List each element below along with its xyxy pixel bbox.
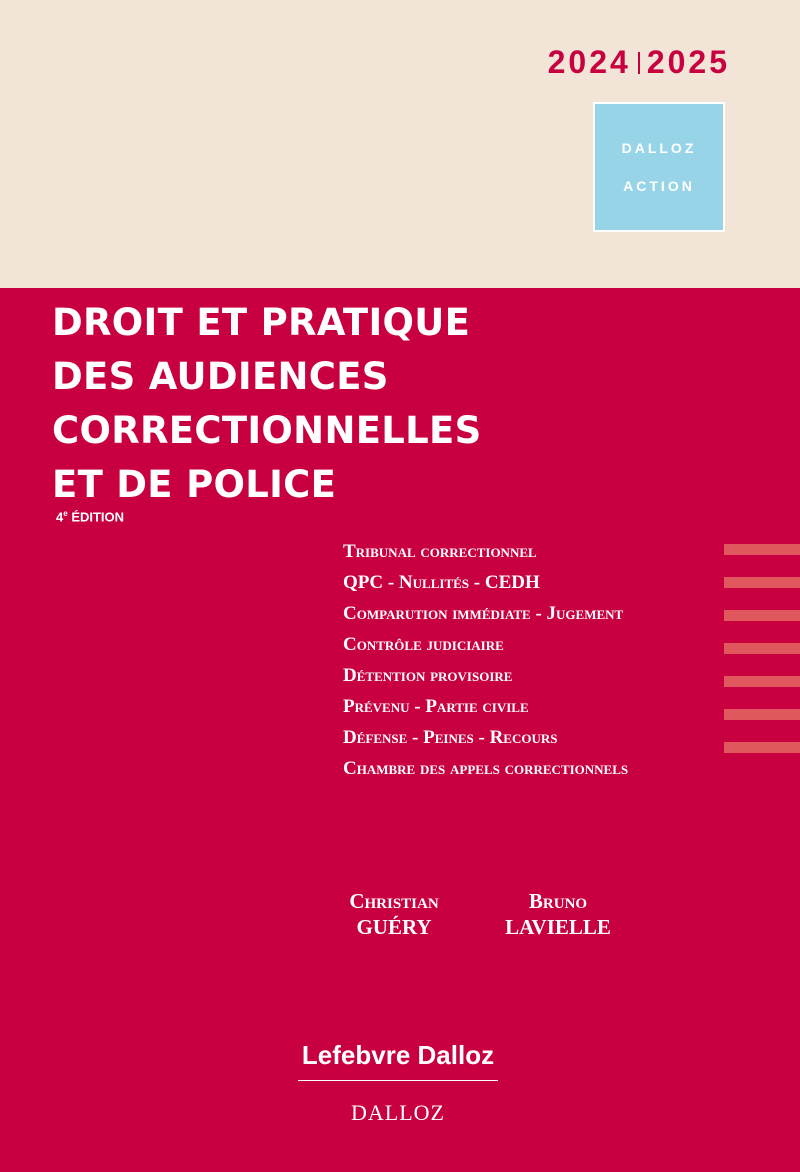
- collection-line-1: DALLOZ: [621, 140, 697, 156]
- edition-label: [56, 509, 124, 524]
- edition-years: [548, 44, 730, 81]
- year-separator: [638, 52, 640, 74]
- author-last-name: GUÉRY: [356, 915, 432, 939]
- year-end: 2025: [646, 44, 730, 80]
- author-1: [332, 888, 456, 940]
- decorative-stripe: [724, 643, 800, 654]
- author-first-name: Christian: [349, 889, 439, 913]
- edition-suffix: e: [63, 509, 68, 518]
- decorative-stripe: [724, 610, 800, 621]
- decorative-stripe: [724, 577, 800, 588]
- imprint-logo: DALLOZ: [351, 1100, 445, 1125]
- title-line: DROIT ET PRATIQUE: [52, 301, 471, 344]
- publisher-logo: Lefebvre Dalloz: [301, 1040, 495, 1070]
- book-title: [52, 296, 482, 512]
- edition-number: 4: [56, 509, 64, 525]
- title-line: CORRECTIONNELLES: [52, 409, 482, 452]
- topic-item: QPC - Nullités - CEDH: [343, 572, 540, 593]
- topic-item: Détention provisoire: [343, 665, 513, 686]
- main-panel: [0, 288, 800, 1172]
- topic-item: Chambre des appels correctionnels: [343, 758, 629, 779]
- topic-item: Tribunal correctionnel: [343, 541, 537, 562]
- topic-item: Prévenu - Partie civile: [343, 696, 529, 717]
- author-last-name: LAVIELLE: [505, 915, 611, 939]
- decorative-stripe: [724, 544, 800, 555]
- edition-word: ÉDITION: [71, 509, 125, 525]
- topic-item: Contrôle judiciaire: [343, 634, 504, 655]
- topic-item: Comparution immédiate - Jugement: [343, 603, 624, 624]
- decorative-stripe: [724, 676, 800, 687]
- topic-item: Défense - Peines - Recours: [343, 727, 558, 748]
- title-line: ET DE POLICE: [52, 463, 337, 506]
- collection-badge: [593, 102, 725, 232]
- decorative-stripe: [724, 709, 800, 720]
- top-band: [0, 0, 800, 288]
- collection-line-2: ACTION: [623, 178, 695, 194]
- year-start: 2024: [547, 44, 631, 80]
- author-first-name: Bruno: [528, 889, 588, 913]
- author-2: [496, 888, 620, 940]
- topics-list: [343, 536, 628, 784]
- publisher-divider: [298, 1080, 498, 1081]
- decorative-stripe: [724, 742, 800, 753]
- title-line: DES AUDIENCES: [52, 355, 389, 398]
